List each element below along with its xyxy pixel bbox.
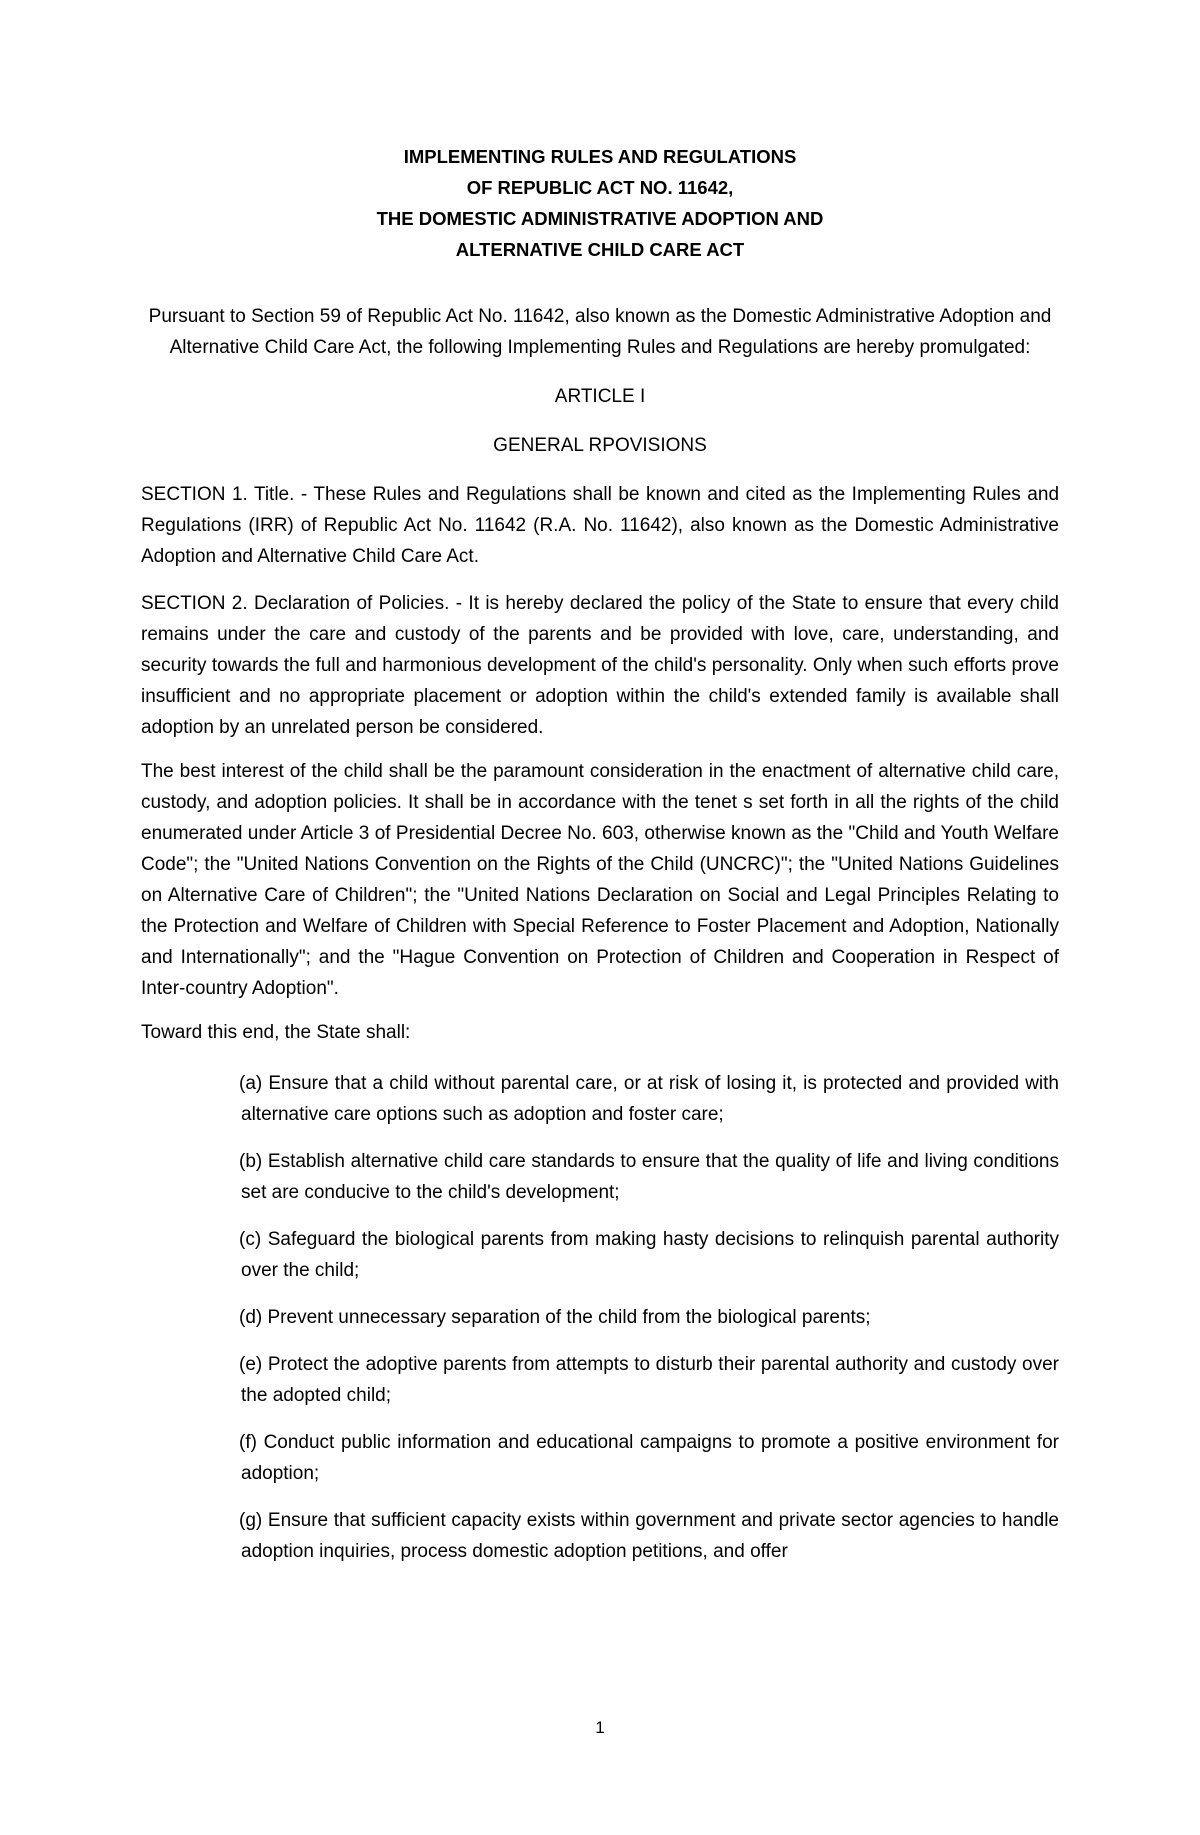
article-number: ARTICLE I [554,386,646,407]
policy-text: Conduct public information and educational campaigns to promote a positive environment for adoption; [241,1432,1059,1484]
section-2-label: SECTION 2. Declaration of Policies. [141,593,450,614]
title-line-2: OF REPUBLIC ACT NO. 11642, [466,177,734,198]
policy-text: Protect the adoptive parents from attempts to disturb their parental authority and custody over the adopted child; [241,1354,1059,1406]
article-title: GENERAL RPOVISIONS [493,435,707,456]
policy-item-b [241,1146,1059,1208]
policy-item-e [241,1349,1059,1411]
section-2 [141,588,1059,743]
policy-marker: (d) [239,1307,263,1328]
section-1-label: SECTION 1. Title. [141,484,295,505]
title-line-3: THE DOMESTIC ADMINISTRATIVE ADOPTION AND [376,208,824,229]
section-1-text: - These Rules and Regulations shall be known and cited as the Implementing Rules and Regulations (IRR) of Republic Act No. 11642 (R.A. No. 11642), also known as the Domestic Administrative Adoption and Alternative Child Care Act. [141,484,1060,567]
paragraph-best-interest: The best interest of the child shall be the paramount consideration in the enactment of alternative child care, custody, and adoption policies. It shall be in accordance with the tenet s set forth in all the rights of the child enumerated under Article 3 of Presidential Decree No. 603, otherwise known as the "Child and Youth Welfare Code"; the "United Nations Convention on the Rights of the Child (UNCRC)"; the "United Nations Guidelines on Alternative Care of Children"; the "United Nations Declaration on Social and Legal Principles Relating to the Protection and Welfare of Children with Special Reference to Foster Placement and Adoption, Nationally and Internationally"; and the "Hague Convention on Protection of Children and Cooperation in Respect of Inter-country Adoption". [141,761,1059,999]
section-2-text: - It is hereby declared the policy of the State to ensure that every child remains under the care and custody of the parents and be provided with love, care, understanding, and security towards the full and harmonious development of the child's personality. Only when such efforts prove insufficient and no appropriate placement or adoption within the child's extended family is available shall adoption by an unrelated person be considered. [141,593,1060,738]
policy-marker: (a) [239,1073,263,1094]
policy-text: Safeguard the biological parents from making hasty decisions to relinquish parental authority over the child; [241,1229,1059,1281]
toward-end-lead: Toward this end, the State shall: [141,1022,411,1043]
policy-list [141,1068,1059,1567]
policy-text: Establish alternative child care standards to ensure that the quality of life and living conditions set are conducive to the child's development; [241,1151,1059,1203]
title-line-1: IMPLEMENTING RULES AND REGULATIONS [403,146,797,167]
policy-text: Ensure that sufficient capacity exists within government and private sector agencies to handle adoption inquiries, process domestic adoption petitions, and offer [241,1510,1059,1562]
policy-marker: (e) [239,1354,263,1375]
policy-item-g [241,1505,1059,1567]
policy-marker: (c) [239,1229,262,1250]
policy-item-f [241,1427,1059,1489]
page-number: 1 [595,1718,605,1737]
title-line-4: ALTERNATIVE CHILD CARE ACT [455,239,745,260]
policy-text: Ensure that a child without parental care, or at risk of losing it, is protected and provided with alternative care options such as adoption and foster care; [241,1073,1059,1125]
policy-item-d [241,1302,1059,1333]
document-title [141,141,1059,265]
policy-marker: (f) [239,1432,257,1453]
preamble: Pursuant to Section 59 of Republic Act No. 11642, also known as the Domestic Administrative Adoption and Alternative Child Care Act, the following Implementing Rules and Regulations are hereby promulgated: [148,306,1052,358]
policy-marker: (b) [239,1151,263,1172]
policy-item-c [241,1224,1059,1286]
policy-text: Prevent unnecessary separation of the child from the biological parents; [262,1307,871,1328]
page-content [141,141,1059,1583]
policy-marker: (g) [239,1510,263,1531]
section-1 [141,479,1059,572]
policy-item-a [241,1068,1059,1130]
